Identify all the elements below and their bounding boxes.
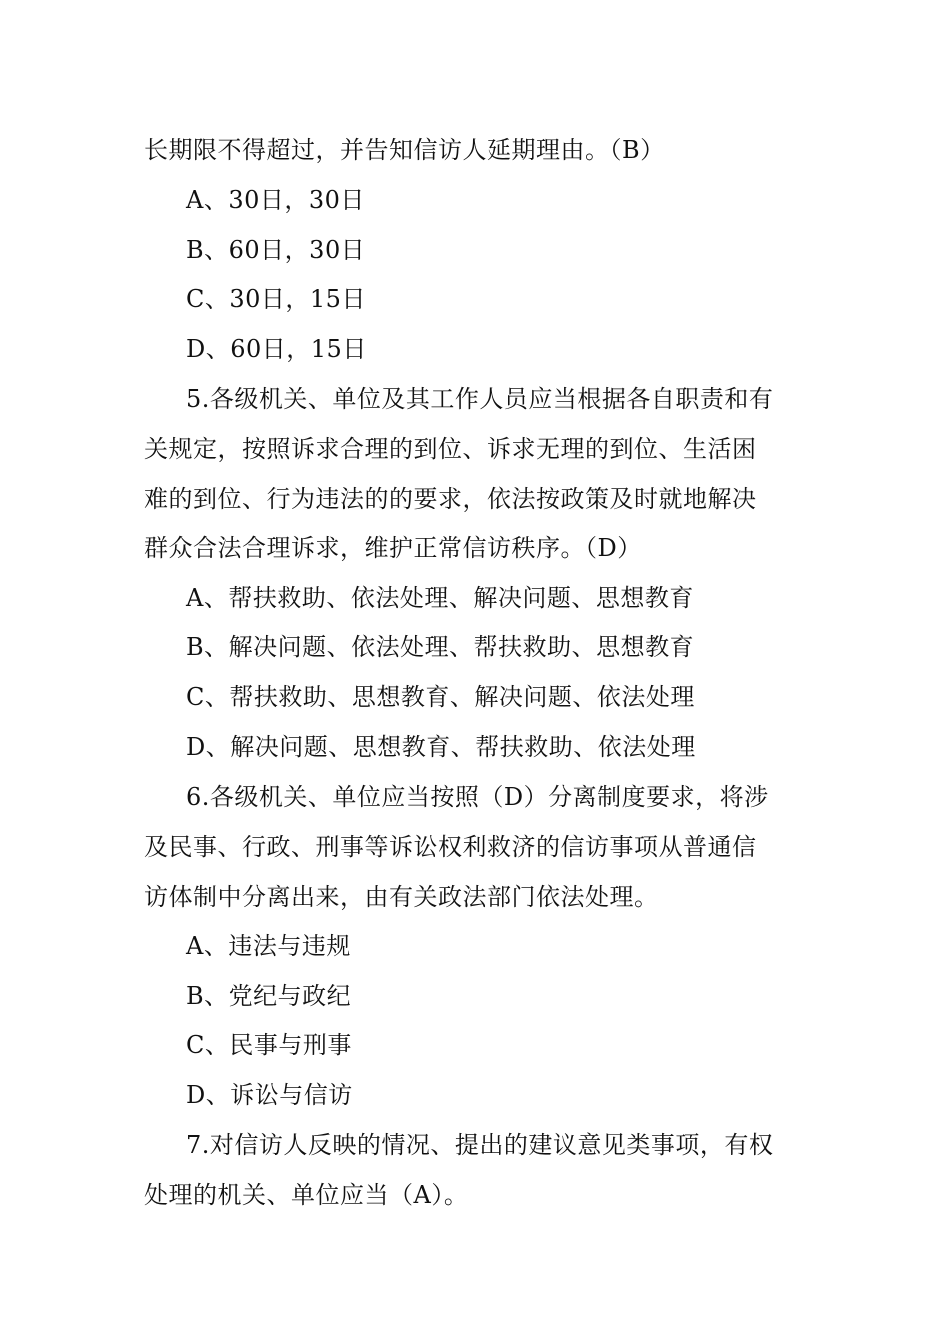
q6-text-line: 及民事、行政、刑事等诉讼权利救济的信访事项从普通信 <box>144 833 757 861</box>
q4-option-d: D、60日，15日 <box>186 335 367 363</box>
q5-text-line: 关规定，按照诉求合理的到位、诉求无理的到位、生活困 <box>144 435 757 463</box>
q4-tail-text: 长期限不得超过，并告知信访人延期理由。（B） <box>144 136 665 164</box>
q6-option-b: B、党纪与政纪 <box>186 982 352 1010</box>
q7-text-line: 处理的机关、单位应当（A）。 <box>144 1181 469 1209</box>
q5-text-line: 群众合法合理诉求，维护正常信访秩序。（D） <box>144 534 642 562</box>
q6-option-d: D、诉讼与信访 <box>186 1081 353 1109</box>
q5-text-line: 5.各级机关、单位及其工作人员应当根据各自职责和有 <box>186 385 774 413</box>
q7-text-line: 7.对信访人反映的情况、提出的建议意见类事项，有权 <box>186 1131 774 1159</box>
q5-text-line: 难的到位、行为违法的的要求，依法按政策及时就地解决 <box>144 485 757 513</box>
q6-text-line: 访体制中分离出来，由有关政法部门依法处理。 <box>144 883 659 911</box>
q5-option-b: B、解决问题、依法处理、帮扶救助、思想教育 <box>186 633 695 661</box>
q6-text-line: 6.各级机关、单位应当按照（D）分离制度要求，将涉 <box>186 783 769 811</box>
q5-option-d: D、解决问题、思想教育、帮扶救助、依法处理 <box>186 733 696 761</box>
q4-option-c: C、30日，15日 <box>186 285 366 313</box>
q6-option-a: A、违法与违规 <box>186 932 351 960</box>
q5-option-a: A、帮扶救助、依法处理、解决问题、思想教育 <box>186 584 694 612</box>
q4-option-a: A、30日，30日 <box>186 186 365 214</box>
q4-option-b: B、60日，30日 <box>186 236 366 264</box>
q6-option-c: C、民事与刑事 <box>186 1031 352 1059</box>
q5-option-c: C、帮扶救助、思想教育、解决问题、依法处理 <box>186 683 695 711</box>
